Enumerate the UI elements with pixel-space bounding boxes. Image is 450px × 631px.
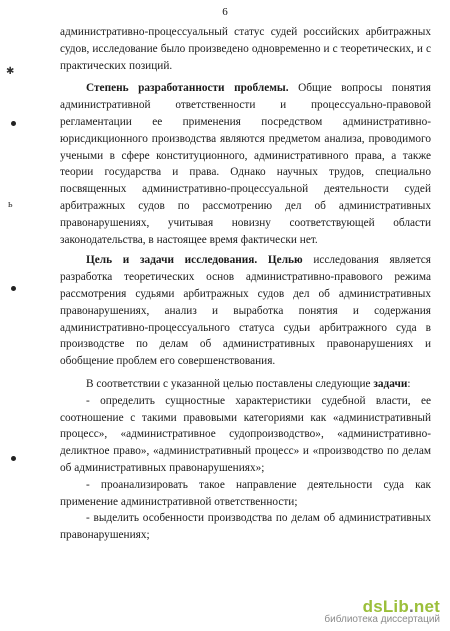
logo-main: dsLib xyxy=(362,597,409,616)
paragraph-3 xyxy=(60,252,431,370)
margin-mark: ь xyxy=(8,199,13,210)
margin-mark: ✱ xyxy=(6,66,15,77)
paragraph-2-body: Общие вопросы понятия административной ответственности и процессуально-правовой регламентации ее применения посредством административно-юрисдикционного производства являются предметом анализа, проводимого учеными в сфере конституционного, административного права, а также теории государства и права. Однако научных трудов, специально посвященных административно-процессуальной деятельности судей арбитражных судов по рассмотрению дел об административных правонарушениях, учитывая новизну соответствующей области законодательства, в настоящее время фактически нет. xyxy=(60,82,432,246)
task-item-2: - проанализировать такое направление деятельности суда как применение административной ответственности; xyxy=(60,478,431,508)
section-heading-goals: Цель и задачи исследования. Целью xyxy=(86,254,303,267)
paragraph-2 xyxy=(60,80,431,248)
binding-hole xyxy=(11,286,16,291)
binding-hole xyxy=(11,121,16,126)
watermark-subtitle: библиотека диссертаций xyxy=(324,614,440,625)
paragraph-4-end: : xyxy=(407,377,411,390)
page-number: 6 xyxy=(222,6,228,18)
dslib-watermark xyxy=(324,597,440,625)
task-item-1: - определить сущностные характеристики судебной власти, ее соотношение с такими правовыми категориями как «административный процесс», «административное судопроизводство», «административно-деликтное право», «административный процесс» и «производство по делам об административных правонарушениях»; xyxy=(60,394,431,474)
logo-dot: . xyxy=(408,597,414,616)
document-body xyxy=(60,24,431,544)
logo-tld: net xyxy=(413,597,440,616)
paragraph-4-text: В соответствии с указанной целью поставлены следующие xyxy=(86,377,374,390)
paragraph-3-body: исследования является разработка теоретических основ административно-правового режима рассмотрения судьями арбитражных судов дел об административных правонарушениях, анализ и выработка понятия и содержания административно-процессуального статуса судьи арбитражного суда в производстве по делам об административных правонарушениях и обобщение проблем его совершенствования. xyxy=(60,254,431,368)
binding-hole xyxy=(11,456,16,461)
task-item-3: - выделить особенности производства по делам об административных правонарушениях; xyxy=(60,512,431,542)
tasks-label: задачи xyxy=(373,377,408,390)
section-heading-problem-development: Степень разработанности проблемы. xyxy=(86,82,289,95)
paragraph-4 xyxy=(60,376,431,393)
paragraph-1: административно-процессуальный статус судей российских арбитражных судов, исследование было произведено одновременно и с теоретических, и с практических позиций. xyxy=(60,26,431,72)
